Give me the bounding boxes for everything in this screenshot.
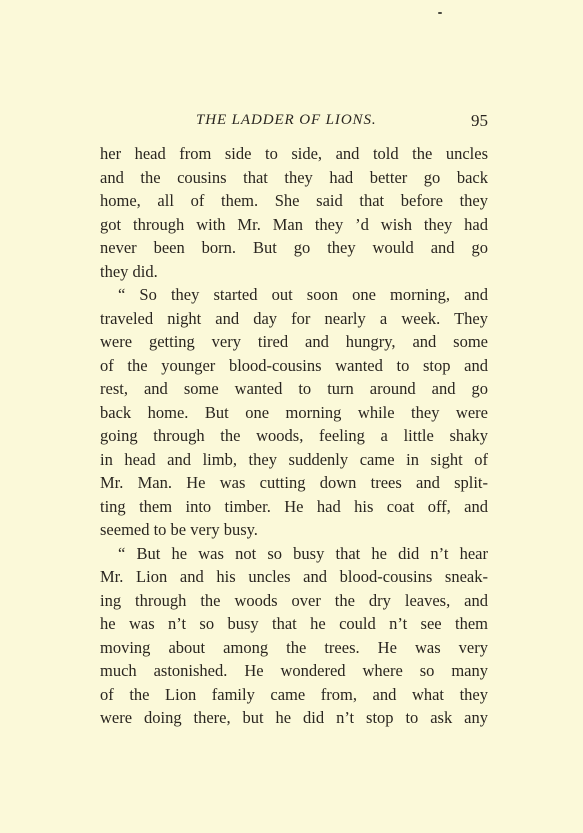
text-line: her head from side to side, and told the uncles <box>100 144 488 163</box>
running-head: THE LADDER OF LIONS. <box>196 112 377 128</box>
ink-speck <box>438 12 442 14</box>
text-line: moving about among the trees. He was very <box>100 637 488 657</box>
text-line: “ But he was not so busy that he did n’t hear <box>118 543 488 563</box>
text-line: traveled night and day for nearly a week. They <box>100 308 488 328</box>
text-line: “ So they started out soon one morning, and <box>118 285 488 304</box>
text-line: seemed to be very busy. <box>100 520 258 539</box>
body-text <box>100 142 488 730</box>
page-number: 95 <box>471 111 488 130</box>
text-line: ing through the woods over the dry leaves, and <box>100 590 488 610</box>
text-line: of the Lion family came from, and what they <box>100 684 488 704</box>
text-line: he was n’t so busy that he could n’t see them <box>100 614 488 633</box>
text-line: Mr. Lion and his uncles and blood-cousins sneak- <box>100 567 488 586</box>
text-line: they did. <box>100 261 158 281</box>
text-line: home, all of them. She said that before they <box>100 191 488 210</box>
text-line: much astonished. He wondered where so many <box>100 661 488 680</box>
text-line: never been born. But go they would and go <box>100 238 488 257</box>
text-line: got through with Mr. Man they ’d wish they had <box>100 214 488 234</box>
text-line: were doing there, but he did n’t stop to ask any <box>100 708 488 727</box>
text-line: going through the woods, feeling a little shaky <box>100 426 488 445</box>
text-line: were getting very tired and hungry, and some <box>100 332 488 351</box>
text-line: and the cousins that they had better go back <box>100 167 488 187</box>
text-line: in head and limb, they suddenly came in sight of <box>100 449 488 469</box>
page-header <box>100 112 488 134</box>
text-line: rest, and some wanted to turn around and go <box>100 379 488 398</box>
text-line: Mr. Man. He was cutting down trees and split- <box>100 473 488 492</box>
text-line: back home. But one morning while they were <box>100 402 488 422</box>
text-line: of the younger blood-cousins wanted to stop and <box>100 355 488 375</box>
text-line: ting them into timber. He had his coat off, and <box>100 496 488 516</box>
